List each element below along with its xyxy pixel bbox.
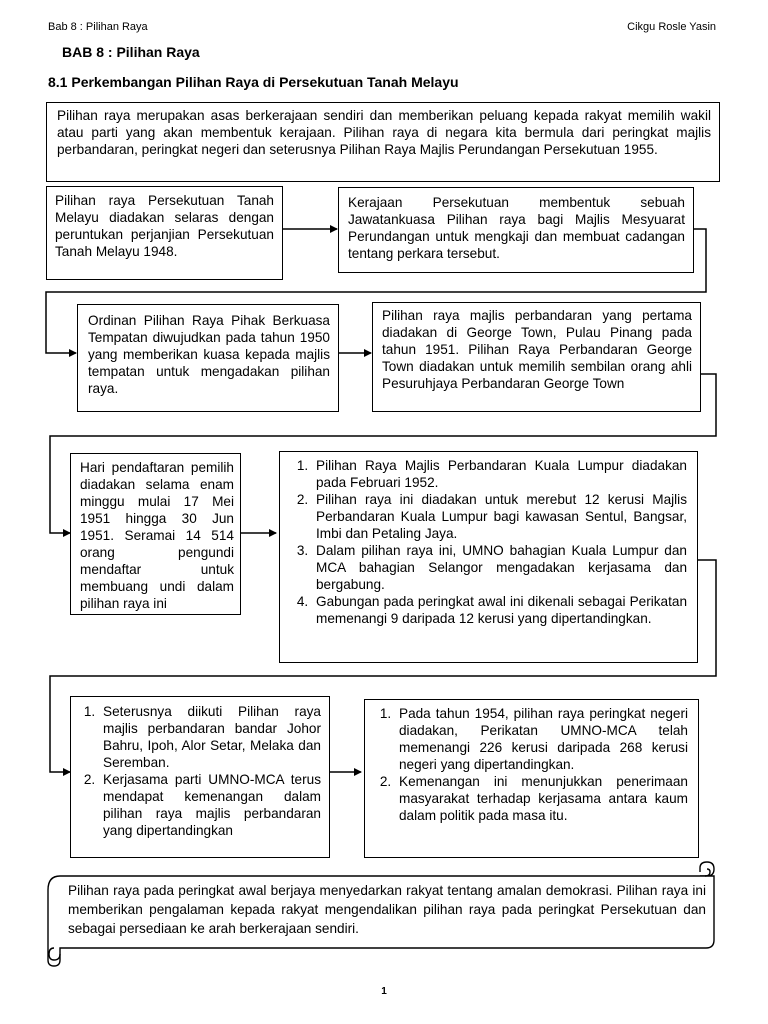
box5-text: Hari pendaftaran pemilih diadakan selama enam minggu mulai 17 Mei 1951 hingga 30 Jun 1951. Seramai 14 514 orang pengundi mendaftar untuk membuang undi dalam pilihan raya ini	[80, 460, 234, 611]
list-item: 1. Pada tahun 1954, pilihan raya peringkat negeri diadakan, Perikatan UMNO-MCA telah memenangi 226 kerusi daripada 268 kerusi negeri yang dipertandingkan.	[395, 705, 688, 773]
chapter-title: BAB 8 : Pilihan Raya	[62, 44, 200, 60]
conclusion-text: Pilihan raya pada peringkat awal berjaya menyedarkan rakyat tentang amalan demokrasi. Pilihan raya ini memberikan pengalaman kepada rakyat mengendalikan pilihan raya pada peringkat Persekutuan dan sebagai persediaan ke arah berkerajaan sendiri.	[68, 883, 706, 936]
box4-text: Pilihan raya majlis perbandaran yang pertama diadakan di George Town, Pulau Pinang pada tahun 1951. Pilihan Raya Perbandaran George Town diadakan untuk memilih sembilan orang ahli Pesuruhjaya Perbandaran George Town	[382, 308, 692, 391]
box3-text: Ordinan Pilihan Raya Pihak Berkuasa Tempatan diwujudkan pada tahun 1950 yang memberikan kuasa kepada majlis tempatan untuk mengadakan pilihan raya.	[88, 313, 330, 396]
page-number: 1	[381, 986, 387, 997]
intro-text: Pilihan raya merupakan asas berkerajaan sendiri dan memberikan peluang kepada rakyat memilih wakil atau parti yang akan membentuk kerajaan. Pilihan raya di negara kita bermula dari peringkat majlis perbandaran, peringkat negeri dan seterusnya Pilihan Raya Majlis Perundangan Persekutuan 1955.	[57, 108, 711, 157]
list-item: 3. Dalam pilihan raya ini, UMNO bahagian Kuala Lumpur dan MCA bahagian Selangor mengadakan kerjasama dan bergabung.	[312, 542, 687, 593]
section-title: 8.1 Perkembangan Pilihan Raya di Persekutuan Tanah Melayu	[48, 74, 459, 90]
list-item: 2. Pilihan raya ini diadakan untuk merebut 12 kerusi Majlis Perbandaran Kuala Lumpur bagi kawasan Sentul, Bangsar, Imbi dan Petaling Jaya.	[312, 491, 687, 542]
box1-text: Pilihan raya Persekutuan Tanah Melayu diadakan selaras dengan peruntukan perjanjian Persekutuan Tanah Melayu 1948.	[55, 193, 274, 259]
list-item: 1. Pilihan Raya Majlis Perbandaran Kuala Lumpur diadakan pada Februari 1952.	[312, 457, 687, 491]
list-item: 4. Gabungan pada peringkat awal ini dikenali sebagai Perikatan memenangi 9 daripada 12 kerusi yang dipertandingkan.	[312, 593, 687, 627]
header-right: Cikgu Rosle Yasin	[627, 21, 716, 33]
list-item: 2. Kemenangan ini menunjukkan penerimaan masyarakat terhadap kerjasama antara kaum dalam politik pada masa itu.	[395, 773, 688, 824]
list-item: 2. Kerjasama parti UMNO-MCA terus mendapat kemenangan dalam pilihan raya majlis perbandaran yang dipertandingkan	[99, 771, 321, 839]
header-left: Bab 8 : Pilihan Raya	[48, 21, 148, 33]
box2-text: Kerajaan Persekutuan membentuk sebuah Jawatankuasa Pilihan raya bagi Majlis Mesyuarat Perundangan untuk mengkaji dan membuat cadangan tentang perkara tersebut.	[348, 195, 685, 261]
list-item: 1. Seterusnya diikuti Pilihan raya majlis perbandaran bandar Johor Bahru, Ipoh, Alor Setar, Melaka dan Seremban.	[99, 703, 321, 771]
